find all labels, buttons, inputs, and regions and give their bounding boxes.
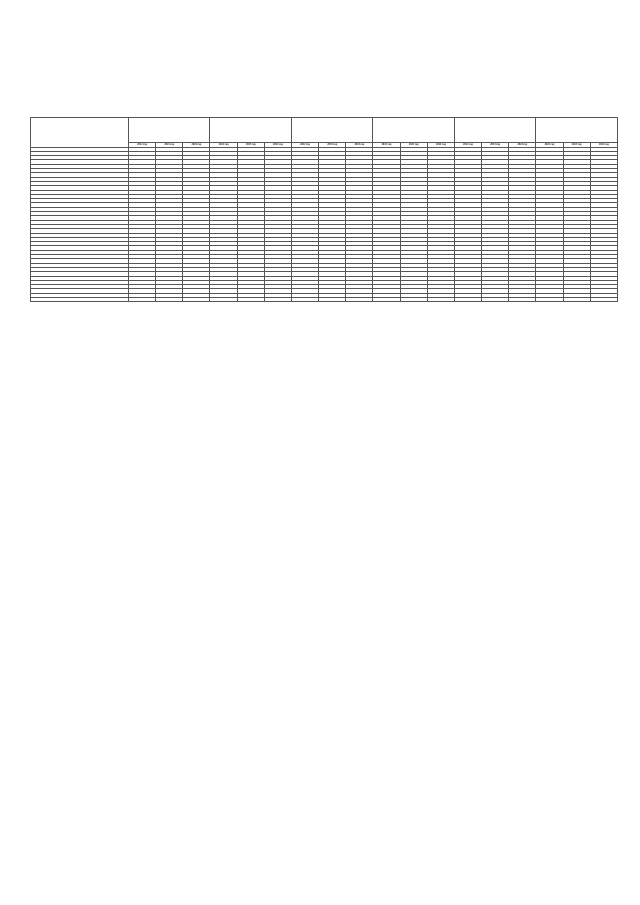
value-cell: [400, 297, 427, 301]
year-header: 2022 год: [454, 143, 481, 148]
value-cell: [509, 297, 536, 301]
year-header: 2023 год: [563, 143, 590, 148]
year-header: 2023 год: [237, 143, 264, 148]
year-header: 2023 год: [482, 143, 509, 148]
year-header: 2024 год: [264, 143, 291, 148]
value-cell: [346, 297, 373, 301]
distribution-table: [30, 117, 618, 302]
year-header: 2023 год: [156, 143, 183, 148]
column-group-header: [210, 118, 291, 143]
value-cell: [264, 297, 291, 301]
year-header: 2022 год: [291, 143, 318, 148]
year-header: 2024 год: [590, 143, 617, 148]
year-header: 2022 год: [536, 143, 563, 148]
column-group-header: [536, 118, 618, 143]
year-header: 2022 год: [373, 143, 400, 148]
value-cell: [291, 297, 318, 301]
value-cell: [454, 297, 481, 301]
row-name-cell: [31, 297, 129, 301]
year-header: 2024 год: [183, 143, 210, 148]
year-header: 2024 год: [346, 143, 373, 148]
value-cell: [536, 297, 563, 301]
column-group-header: [291, 118, 372, 143]
value-cell: [373, 297, 400, 301]
year-header: 2023 год: [319, 143, 346, 148]
year-header: 2024 год: [427, 143, 454, 148]
column-group-header: [129, 118, 210, 143]
value-cell: [210, 297, 237, 301]
value-cell: [427, 297, 454, 301]
value-cell: [237, 297, 264, 301]
value-cell: [183, 297, 210, 301]
value-cell: [590, 297, 617, 301]
value-cell: [156, 297, 183, 301]
table-body: [31, 147, 618, 302]
value-cell: [563, 297, 590, 301]
table-row: [31, 297, 618, 301]
year-header: 2024 год: [509, 143, 536, 148]
value-cell: [482, 297, 509, 301]
year-header: 2023 год: [400, 143, 427, 148]
value-cell: [129, 297, 156, 301]
column-group-header: [454, 118, 535, 143]
column-header-name: [31, 118, 129, 148]
column-group-header: [373, 118, 454, 143]
value-cell: [319, 297, 346, 301]
year-header: 2022 год: [210, 143, 237, 148]
year-header: 2022 год: [129, 143, 156, 148]
table-header-row: [31, 118, 618, 143]
